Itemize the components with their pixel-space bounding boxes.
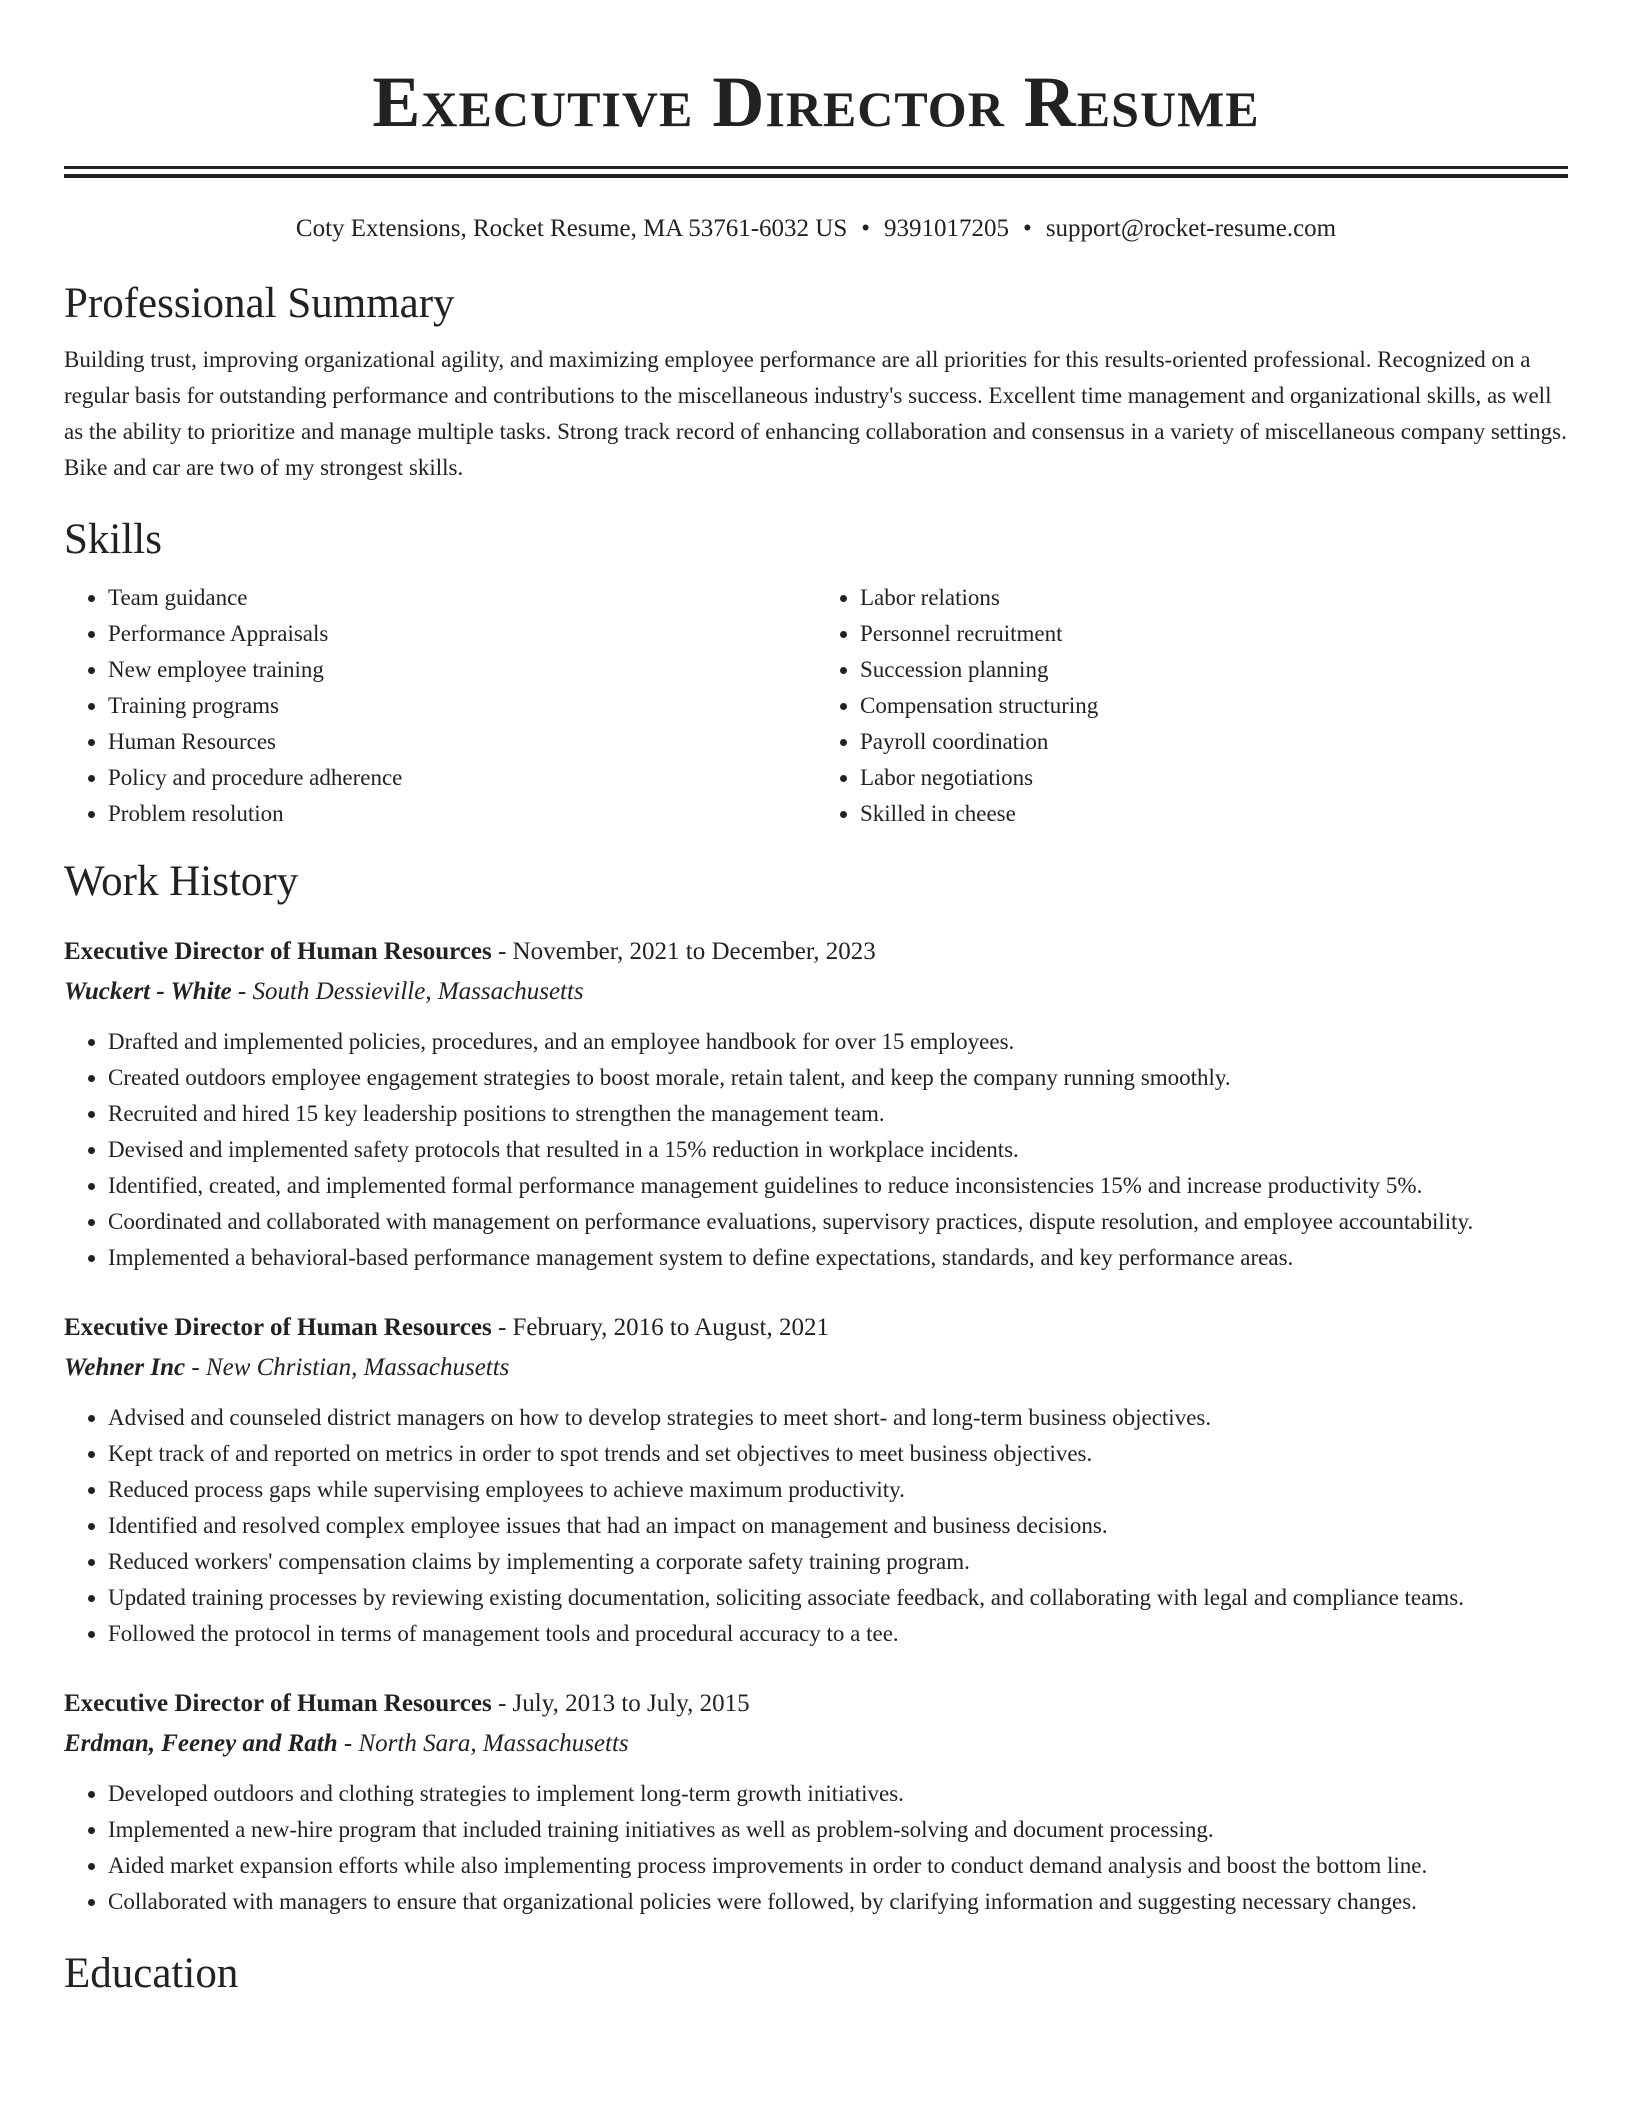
skill-item: • Human Resources xyxy=(108,724,816,760)
job-bullet: • Devised and implemented safety protocols that resulted in a 15% reduction in workplace incidents. xyxy=(108,1132,1568,1168)
job-entry xyxy=(64,932,1568,1276)
job-separator: - xyxy=(185,1354,206,1381)
skills-section xyxy=(64,514,1568,832)
job-company: Wehner Inc xyxy=(64,1354,186,1381)
skill-item: • Compensation structuring xyxy=(860,688,1568,724)
job-separator: - xyxy=(491,1690,513,1717)
contact-phone: 9391017205 xyxy=(884,215,1010,242)
skill-item: • Policy and procedure adherence xyxy=(108,760,816,796)
job-bullet: • Identified and resolved complex employee issues that had an impact on management and business decisions. xyxy=(108,1508,1568,1544)
job-bullet: • Created outdoors employee engagement strategies to boost morale, retain talent, and keep the company running smoothly. xyxy=(108,1060,1568,1096)
job-bullet: • Reduced workers' compensation claims by implementing a corporate safety training program. xyxy=(108,1544,1568,1580)
contact-separator: • xyxy=(861,215,871,242)
job-bullet: • Reduced process gaps while supervising employees to achieve maximum productivity. xyxy=(108,1472,1568,1508)
education-section xyxy=(64,1948,1568,2000)
job-title: Executive Director of Human Resources xyxy=(64,1690,492,1717)
skill-item: • Training programs xyxy=(108,688,816,724)
skill-item: • Labor negotiations xyxy=(860,760,1568,796)
skill-item: • New employee training xyxy=(108,652,816,688)
skill-item: • Performance Appraisals xyxy=(108,616,816,652)
job-bullet: • Updated training processes by reviewing existing documentation, soliciting associate feedback, and collaborating with legal and compliance teams. xyxy=(108,1580,1568,1616)
job-bullets xyxy=(64,1024,1568,1276)
job-bullet: • Followed the protocol in terms of management tools and procedural accuracy to a tee. xyxy=(108,1616,1568,1652)
job-bullets xyxy=(64,1400,1568,1652)
job-employer-line xyxy=(64,972,1568,1012)
job-bullet: • Implemented a behavioral-based performance management system to define expectations, standards, and key performance areas. xyxy=(108,1240,1568,1276)
skill-item: • Problem resolution xyxy=(108,796,816,832)
skills-list-right xyxy=(816,580,1568,832)
page-title: Executive Director Resume xyxy=(372,62,1260,142)
job-header xyxy=(64,1308,1568,1348)
job-bullet: • Advised and counseled district managers on how to develop strategies to meet short- and long-term business objectives. xyxy=(108,1400,1568,1436)
skill-item: • Skilled in cheese xyxy=(860,796,1568,832)
job-bullet: • Recruited and hired 15 key leadership positions to strengthen the management team. xyxy=(108,1096,1568,1132)
job-bullet: • Kept track of and reported on metrics in order to spot trends and set objectives to meet business objectives. xyxy=(108,1436,1568,1472)
skills-list-left xyxy=(64,580,816,832)
job-entry xyxy=(64,1308,1568,1652)
work-history-heading: Work History xyxy=(64,858,299,905)
skills-columns xyxy=(64,580,1568,832)
job-bullet: • Implemented a new-hire program that included training initiatives as well as problem-solving and document processing. xyxy=(108,1812,1568,1848)
job-bullet: • Collaborated with managers to ensure that organizational policies were followed, by clarifying information and suggesting necessary changes. xyxy=(108,1884,1568,1920)
job-bullet: • Coordinated and collaborated with management on performance evaluations, supervisory practices, dispute resolution, and employee accountability. xyxy=(108,1204,1568,1240)
skills-heading: Skills xyxy=(64,516,162,563)
job-employer-line xyxy=(64,1348,1568,1388)
job-header xyxy=(64,932,1568,972)
skill-item: • Payroll coordination xyxy=(860,724,1568,760)
work-history-section xyxy=(64,856,1568,1920)
job-dates: July, 2013 to July, 2015 xyxy=(512,1690,750,1717)
job-bullet: • Developed outdoors and clothing strategies to implement long-term growth initiatives. xyxy=(108,1776,1568,1812)
summary-heading: Professional Summary xyxy=(64,280,455,327)
job-dates: November, 2021 to December, 2023 xyxy=(512,938,876,965)
title-double-rule xyxy=(64,166,1568,178)
job-title: Executive Director of Human Resources xyxy=(64,938,492,965)
job-separator: - xyxy=(337,1730,359,1757)
job-company: Wuckert - White xyxy=(64,978,232,1005)
job-bullet: • Aided market expansion efforts while also implementing process improvements in order to conduct demand analysis and boost the bottom line. xyxy=(108,1848,1568,1884)
job-location: New Christian, Massachusetts xyxy=(205,1354,510,1381)
skill-item: • Personnel recruitment xyxy=(860,616,1568,652)
job-dates: February, 2016 to August, 2021 xyxy=(512,1314,829,1341)
job-location: North Sara, Massachusetts xyxy=(358,1730,629,1757)
summary-section xyxy=(64,278,1568,486)
job-company: Erdman, Feeney and Rath xyxy=(64,1730,338,1757)
job-bullet: • Identified, created, and implemented formal performance management guidelines to reduce inconsistencies 15% and increase productivity 5%. xyxy=(108,1168,1568,1204)
skill-item: • Labor relations xyxy=(860,580,1568,616)
job-employer-line xyxy=(64,1724,1568,1764)
job-separator: - xyxy=(491,1314,513,1341)
job-bullet: • Drafted and implemented policies, procedures, and an employee handbook for over 15 employees. xyxy=(108,1024,1568,1060)
job-separator: - xyxy=(491,938,513,965)
job-location: South Dessieville, Massachusetts xyxy=(252,978,584,1005)
job-separator: - xyxy=(231,978,253,1005)
contact-email: support@rocket-resume.com xyxy=(1045,215,1337,242)
job-bullets xyxy=(64,1776,1568,1920)
skill-item: • Team guidance xyxy=(108,580,816,616)
contact-address: Coty Extensions, Rocket Resume, MA 53761-6032 US xyxy=(295,215,848,242)
job-entry xyxy=(64,1684,1568,1920)
contact-line xyxy=(64,212,1568,246)
skill-item: • Succession planning xyxy=(860,652,1568,688)
summary-text: Building trust, improving organizational agility, and maximizing employee performance are all priorities for this results-oriented professional. Recognized on a regular basis for outstanding performance and contributions to the miscellaneous industry's success. Excellent time management and organizational skills, as well as the ability to prioritize and manage multiple tasks. Strong track record of enhancing collaboration and consensus in a variety of miscellaneous company settings. Bike and car are two of my strongest skills. xyxy=(64,347,1567,480)
job-header xyxy=(64,1684,1568,1724)
job-title: Executive Director of Human Resources xyxy=(64,1314,492,1341)
contact-separator: • xyxy=(1023,215,1032,242)
education-heading: Education xyxy=(64,1950,239,1997)
